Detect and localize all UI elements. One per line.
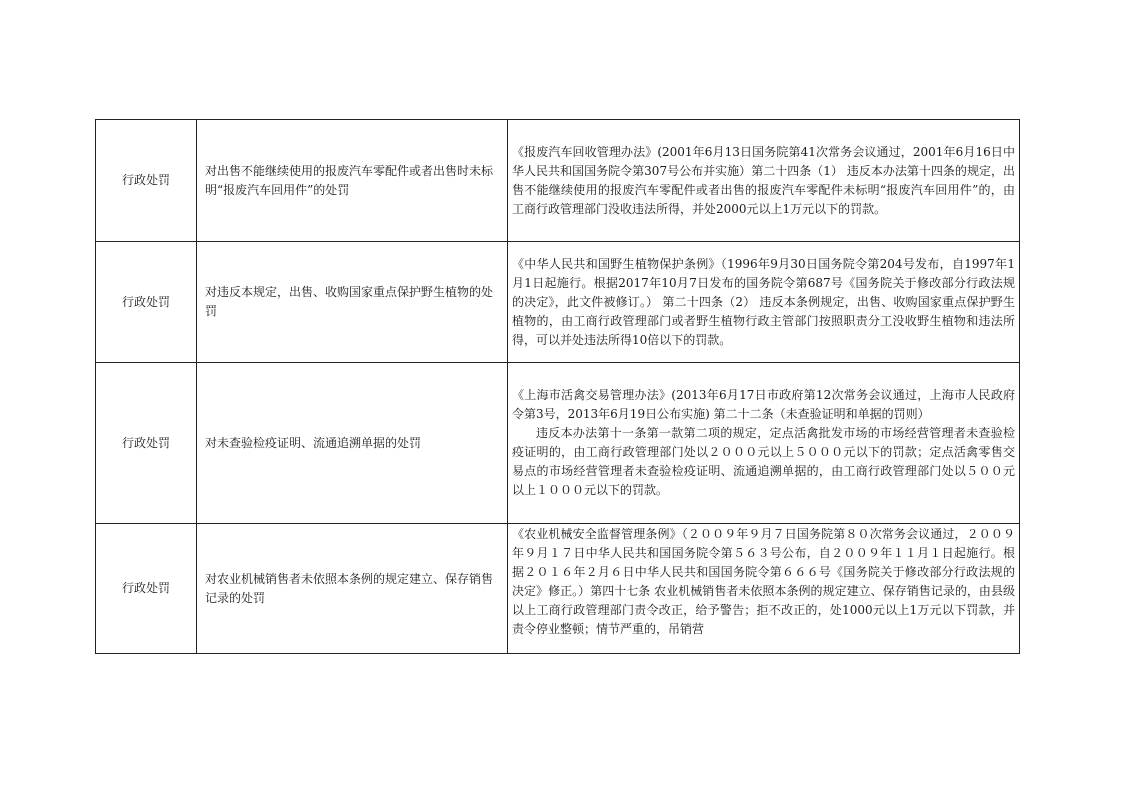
table-row xyxy=(96,120,1020,242)
legal-basis-text: 《农业机械安全监督管理条例》（２００９年９月７日国务院第８０次常务会议通过，２００９年９月１７日中华人民共和国国务院令第５６３号公布，自２００９年１１月１日起施行。根据２０１６年２月６日中华人民共和国国务院令第６６６号《国务院关于修改部分行政法规的决定》修正。）第四十七条 农业机械销售者未依照本条例的规定建立、保存销售记录的，由县级以上工商行政管理部门责令改正，给予警告；拒不改正的，处1000元以上1万元以下罚款，并责令停业整顿；情节严重的，吊销营 xyxy=(512,526,1015,636)
penalty-type-cell: 行政处罚 xyxy=(96,363,197,524)
legal-basis-paragraph: 违反本办法第十一条第一款第二项的规定，定点活禽批发市场的市场经营管理者未查验检疫证明的，由工商行政管理部门处以２０００元以上５０００元以下的罚款；定点活禽零售交易点的市场经营管理者未查验检疫证明、流通追溯单据的，由工商行政管理部门处以５００元以上１０００元以下的罚款。 xyxy=(512,426,1015,497)
legal-basis-text: 《报废汽车回收管理办法》(2001年6月13日国务院第41次常务会议通过，2001年6月16日中华人民共和国国务院令第307号公布并实施）第二十四条（1） 违反本办法第十四条的规定，出售不能继续使用的报废汽车零配件或者出售的报废汽车零配件未标明“报废汽车回用件”的，由工商行政管理部门没收违法所得，并处2000元以上1万元以下的罚款。 xyxy=(512,144,1015,216)
penalty-item-cell: 对出售不能继续使用的报废汽车零配件或者出售时未标明“报废汽车回用件”的处罚 xyxy=(197,120,508,242)
penalty-item-cell: 对未查验检疫证明、流通追溯单据的处罚 xyxy=(197,363,508,524)
penalty-item-cell: 对违反本规定，出售、收购国家重点保护野生植物的处罚 xyxy=(197,242,508,363)
legal-basis-cell xyxy=(508,363,1020,524)
table-row xyxy=(96,242,1020,363)
penalty-type-cell: 行政处罚 xyxy=(96,524,197,654)
table-row xyxy=(96,363,1020,524)
penalty-type-cell: 行政处罚 xyxy=(96,242,197,363)
legal-basis-text: 《上海市活禽交易管理办法》(2013年6月17日市政府第12次常务会议通过，上海市人民政府令第3号，2013年6月19日公布实施) 第二十二条（未查验证明和单据的罚则） xyxy=(512,388,1015,421)
legal-basis-text: 《中华人民共和国野生植物保护条例》（1996年9月30日国务院令第204号发布，自1997年1月1日起施行。根据2017年10月7日发布的国务院令第687号《国务院关于修改部分行政法规的决定》，此文件被修订。） 第二十四条（2） 违反本条例规定，出售、收购国家重点保护野生植物的，由工商行政管理部门或者野生植物行政主管部门按照职责分工没收野生植物和违法所得，可以并处违法所得10倍以下的罚款。 xyxy=(512,256,1015,347)
legal-basis-cell xyxy=(508,524,1020,654)
legal-basis-cell xyxy=(508,120,1020,242)
legal-basis-cell xyxy=(508,242,1020,363)
legal-basis-clip xyxy=(512,525,1015,653)
penalty-type-cell: 行政处罚 xyxy=(96,120,197,242)
table-row xyxy=(96,524,1020,654)
penalty-item-cell: 对农业机械销售者未依照本条例的规定建立、保存销售记录的处罚 xyxy=(197,524,508,654)
penalty-table xyxy=(95,119,1020,654)
